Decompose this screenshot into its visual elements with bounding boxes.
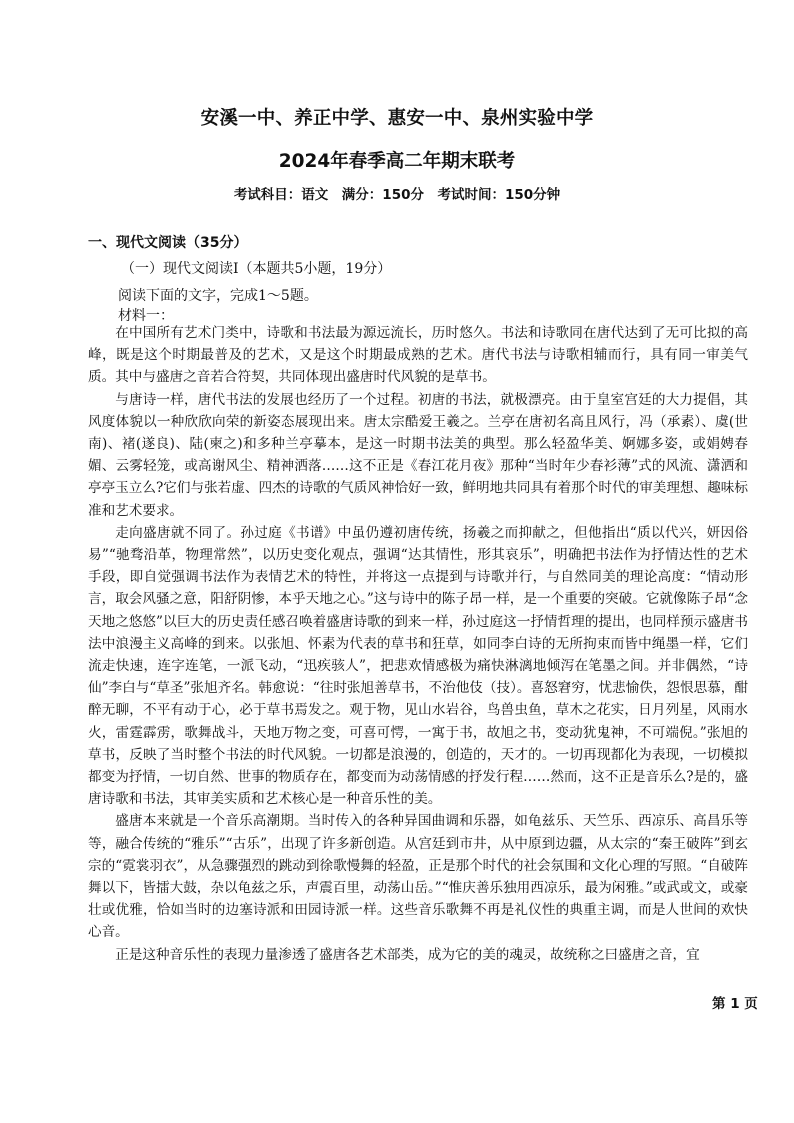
passage-paragraph: 盛唐本来就是一个音乐高潮期。当时传入的各种异国曲调和乐器，如龟兹乐、天竺乐、西凉乐、高昌乐等等，融合传统的“雅乐”“古乐”，出现了许多新创造。从宫廷到市井，从中原到边疆，从太宗的“秦王破阵”到玄宗的“霓裳羽衣”，从急骤强烈的跳动到徐歌慢舞的轻盈，正是那个时代的社会氛围和文化心理的写照。“自破阵舞以下，皆擂大鼓，杂以龟兹之乐，声震百里，动荡山岳。”“惟庆善乐独用西凉乐，最为闲雅。”或武或文，或豪壮或优雅，恰如当时的边塞诗派和田园诗派一样。这些音乐歌舞不再是礼仪性的典重主调，而是人世间的欢快心音。 [88, 813, 748, 941]
exam-info: 考试科目：语文 满分：150分 考试时间：150分钟 [233, 187, 561, 203]
material-label: 材料一： [118, 308, 174, 324]
reading-instruction: 阅读下面的文字，完成1～5题。 [118, 288, 318, 304]
section-heading: 一、现代文阅读（35分） [88, 235, 248, 251]
passage-body [88, 322, 748, 966]
passage-paragraph: 与唐诗一样，唐代书法的发展也经历了一个过程。初唐的书法，就极漂亮。由于皇室宫廷的大力提倡，其风度体貌以一种欣欣向荣的新姿态展现出来。唐太宗酷爱王羲之。兰亭在唐初名高且风行，冯（承素）、虞(世南)、褚(遂良)、陆(柬之)和多种兰亭摹本，是这一时期书法美的典型。那么轻盈华美、婀娜多姿，或娟娉春媚、云雾轻笼，或高谢风尘、精神洒落……这不正是《春江花月夜》那种“当时年少春衫薄”式的风流、潇洒和亭亭玉立么?它们与张若虚、四杰的诗歌的气质风神恰好一致，鲜明地共同具有着那个时代的审美理想、趣味标准和艺术要求。 [88, 391, 748, 519]
passage-paragraph: 正是这种音乐性的表现力量渗透了盛唐各艺术部类，成为它的美的魂灵，故统称之曰盛唐之音，宜 [115, 946, 700, 963]
passage-paragraph: 在中国所有艺术门类中，诗歌和书法最为源远流长，历时悠久。书法和诗歌同在唐代达到了无可比拟的高峰，既是这个时期最普及的艺术，又是这个时期最成熟的艺术。唐代书法与诗歌相辅而行，具有同一审美气质。其中与盛唐之音若合符契，共同体现出盛唐时代风貌的是草书。 [88, 325, 748, 386]
subsection-heading: （一）现代文阅读Ⅰ（本题共5小题，19分） [121, 261, 392, 277]
page-number: 第 1 页 [712, 996, 758, 1012]
passage-paragraph: 走向盛唐就不同了。孙过庭《书谱》中虽仍遵初唐传统，扬羲之而抑献之，但他指出“质以代兴，妍因俗易”“驰骛沿革，物理常然”，以历史变化观点，强调“达其情性，形其哀乐”，明确把书法作为抒情达性的艺术手段，即自觉强调书法作为表情艺术的特性，并将这一点提到与诗歌并行，与自然同美的理论高度：“情动形言，取会风骚之意，阳舒阴惨，本乎天地之心。”这与诗中的陈子昂一样，是一个重要的突破。它就像陈子昂“念天地之悠悠”以巨大的历史责任感召唤着盛唐诗歌的到来一样，孙过庭这一抒情哲理的提出，也同样预示盛唐书法中浪漫主义高峰的到来。以张旭、怀素为代表的草书和狂草，如同李白诗的无所拘束而皆中绳墨一样，它们流走快速，连字连笔，一派飞动，“迅疾骇人”，把悲欢情感极为痛快淋漓地倾泻在笔墨之间。并非偶然，“诗仙”李白与“草圣”张旭齐名。韩愈说：“往时张旭善草书，不治他伎（技）。喜怒窘穷，忧悲愉佚，怨恨思慕，酣醉无聊，不平有动于心，必于草书焉发之。观于物，见山水岩谷，鸟兽虫鱼，草木之花实，日月列星，风雨水火，雷霆霹雳，歌舞战斗，天地万物之变，可喜可愕，一寓于书，故旭之书，变动犹鬼神，不可端倪。”张旭的草书，反映了当时整个书法的时代风貌。一切都是浪漫的，创造的，天才的。一切再现都化为表现，一切模拟都变为抒情，一切自然、世事的物质存在，都变而为动荡情感的抒发行程……然而，这不正是音乐么?是的，盛唐诗歌和书法，其审美实质和艺术核心是一种音乐性的美。 [88, 524, 748, 808]
exam-title: 2024年春季高二年期末联考 [278, 151, 516, 172]
school-names: 安溪一中、养正中学、惠安一中、泉州实验中学 [200, 108, 594, 129]
